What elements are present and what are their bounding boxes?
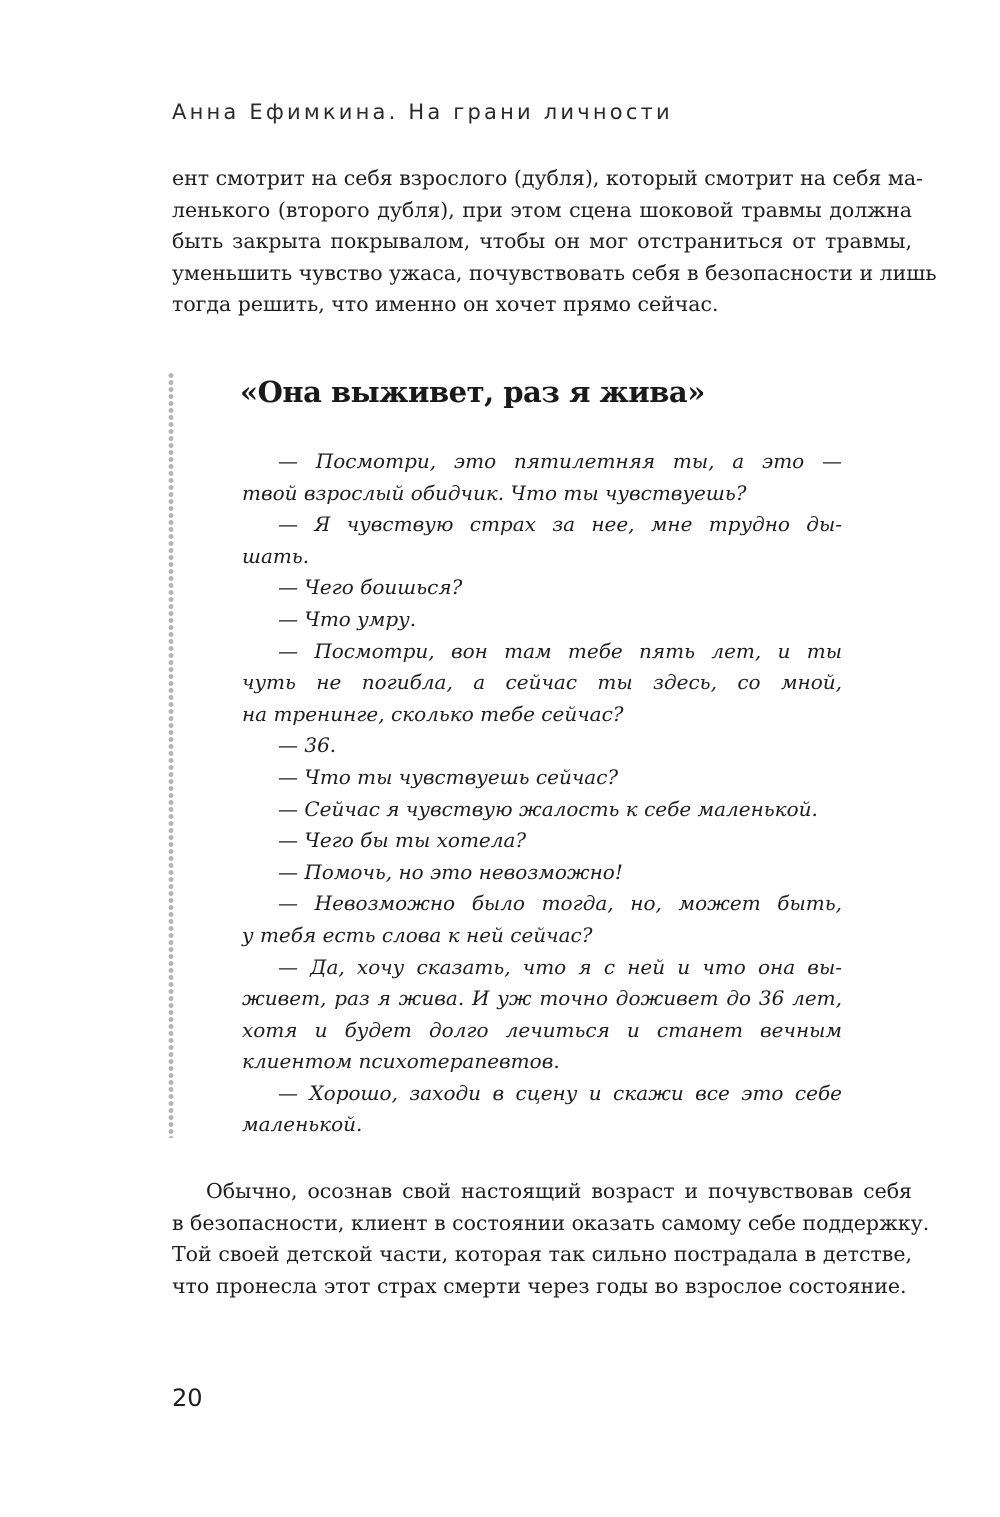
sidebar-title: «Она выживет, раз я жива» [240, 375, 705, 409]
dialogue-line: — Помочь, но это невозможно! [278, 859, 623, 884]
dialogue-line: — Сейчас я чувствую жалость к себе маленькой. [278, 796, 818, 821]
text-line: тогда решить, что именно он хочет прямо сейчас. [172, 292, 719, 316]
text-line: Той своей детской части, которая так сильно пострадала в детстве, [172, 1242, 912, 1266]
text-line: ленького (второго дубля), при этом сцена шоковой травмы должна [172, 197, 912, 222]
dialogue-line: клиентом психотерапевтов. [242, 1049, 560, 1074]
intro-paragraph [172, 163, 937, 321]
dialogue-line: — Что умру. [278, 606, 417, 631]
dialogue-line: шать. [242, 543, 310, 568]
closing-paragraph [172, 1176, 930, 1302]
dialogue-line: — Что ты чувствуешь сейчас? [278, 764, 619, 789]
dialogue-line: — Я чувствую страх за нее, мне трудно ды- [278, 512, 842, 537]
dialogue-line: — Чего бы ты хотела? [278, 828, 527, 853]
sidebar-dialogue [242, 446, 842, 1141]
dialogue-line: живет, раз я жива. И уж точно доживет до 36 лет, [242, 986, 842, 1011]
dialogue-line: — Посмотри, вон там тебе пять лет, и ты [278, 638, 842, 663]
dialogue-line: — Невозможно было тогда, но, может быть, [278, 891, 842, 916]
dialogue-line: твой взрослый обидчик. Что ты чувствуешь? [242, 480, 747, 505]
dialogue-line: хотя и будет долго лечиться и станет вечным [242, 1017, 842, 1042]
dialogue-line: чуть не погибла, а сейчас ты здесь, со мной, [242, 670, 842, 695]
dialogue-line: — Чего боишься? [278, 575, 463, 600]
text-line: Обычно, осознав свой настоящий возраст и почувствовав себя [206, 1179, 912, 1203]
dialogue-line: у тебя есть слова к ней сейчас? [242, 922, 593, 947]
text-line: в безопасности, клиент в состоянии оказать самому себе поддержку. [172, 1210, 930, 1235]
sidebar-dotted-rule [168, 372, 174, 1138]
dialogue-line: — Посмотри, это пятилетняя ты, а это — [278, 449, 842, 473]
dialogue-line: маленькой. [242, 1112, 363, 1137]
text-line: что пронесла этот страх смерти через годы во взрослое состояние. [172, 1273, 907, 1298]
text-line: уменьшить чувство ужаса, почувствовать себя в безопасности и лишь [172, 260, 937, 285]
running-head: Анна Ефимкина. На грани личности [172, 100, 673, 124]
text-line: быть закрыта покрывалом, чтобы он мог отстраниться от травмы, [172, 229, 912, 253]
text-line: ент смотрит на себя взрослого (дубля), который смотрит на себя ма- [172, 166, 923, 190]
dialogue-line: — 36. [278, 733, 337, 758]
dialogue-line: — Да, хочу сказать, что я с ней и что она вы- [278, 954, 842, 979]
dialogue-line: — Хорошо, заходи в сцену и скажи все это себе [278, 1080, 842, 1105]
dialogue-line: на тренинге, сколько тебе сейчас? [242, 701, 624, 726]
page-number: 20 [172, 1384, 203, 1412]
